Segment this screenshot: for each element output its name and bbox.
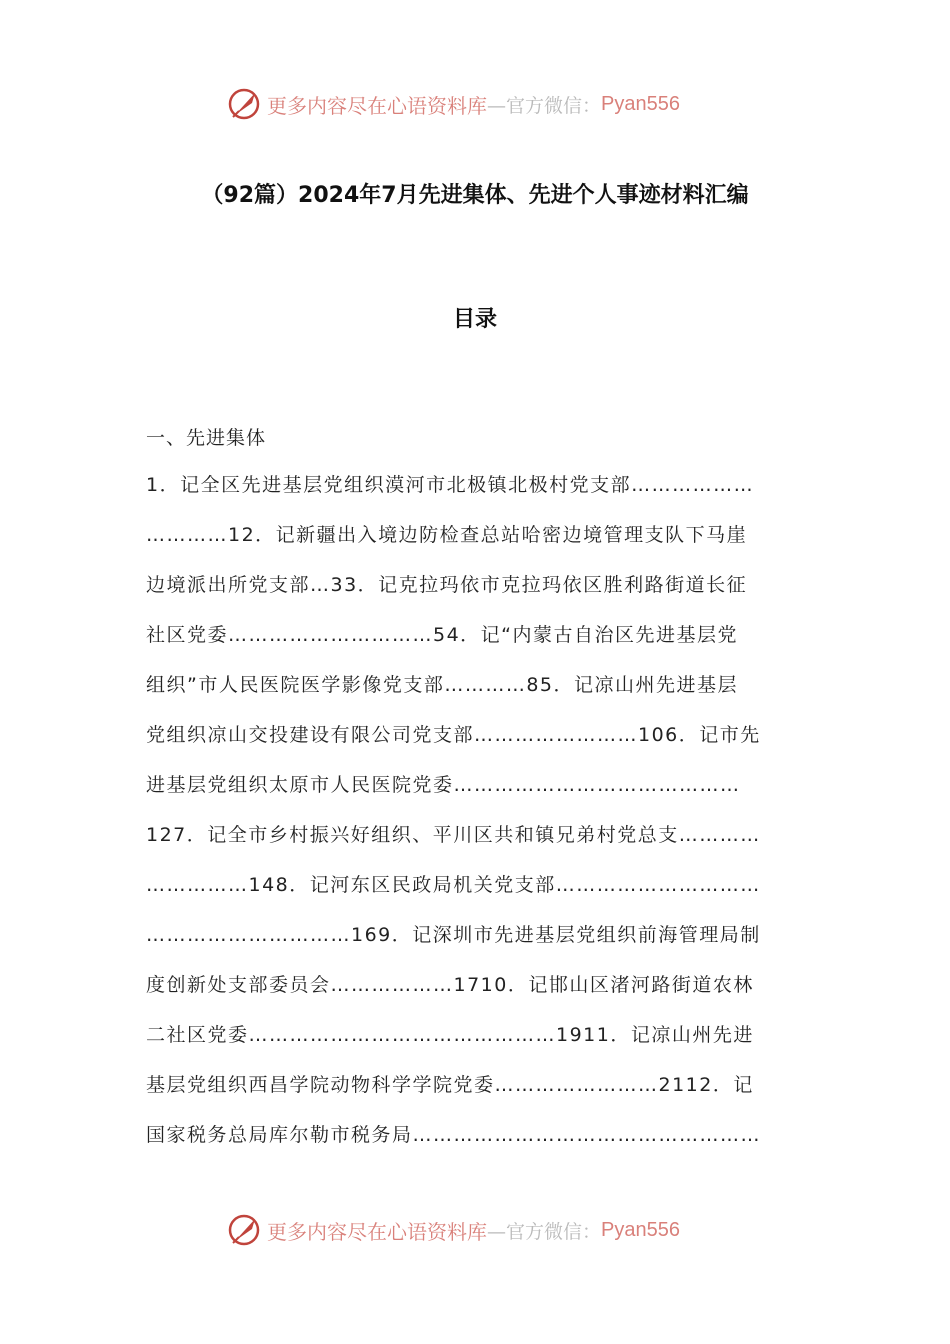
toc-line: 127．记全市乡村振兴好组织、平川区共和镇兄弟村党总支………… [146,824,761,846]
toc-line: …………12．记新疆出入境边防检查总站哈密边境管理支队下马崖 [146,524,748,546]
watermark-banner-bottom [225,1210,680,1250]
watermark-main-text: 更多内容尽在心语资料库 [267,93,487,118]
toc-line: ……………148．记河东区民政局机关党支部………………………… [146,874,761,896]
document-title: （92篇）2024年7月先进集体、先进个人事迹材料汇编 [201,183,749,208]
quill-pen-icon [225,85,263,123]
toc-heading: 目录 [452,307,497,332]
toc-line: 党组织凉山交投建设有限公司党支部……………………106．记市先 [146,724,761,746]
toc-line: 边境派出所党支部…33．记克拉玛依市克拉玛依区胜利路街道长征 [146,574,748,596]
watermark-banner-top [225,84,680,124]
toc-line: 1．记全区先进基层党组织漠河市北极镇北极村党支部……………… [146,474,755,496]
toc-line: 基层党组织西昌学院动物科学学院党委……………………2112．记 [146,1074,754,1096]
watermark-separator-text: —官方微信： [487,94,602,117]
toc-line: 国家税务总局库尔勒市税务局…………………………………………… [146,1124,762,1146]
toc-line: 二社区党委………………………………………1911．记凉山州先进 [146,1024,754,1046]
toc-line: 进基层党组织太原市人民医院党委…………………………………… [146,774,741,796]
toc-line: 度创新处支部委员会………………1710．记邯山区渚河路街道农林 [146,974,754,996]
toc-line: 社区党委…………………………54．记“内蒙古自治区先进基层党 [146,624,739,646]
watermark-separator-text: —官方微信： [487,1220,602,1243]
section-label: 一、先进集体 [146,427,267,449]
toc-line: …………………………169．记深圳市先进基层党组织前海管理局制 [146,924,761,946]
quill-pen-icon [225,1211,263,1249]
toc-line: 组织”市人民医院医学影像党支部…………85．记凉山州先进基层 [146,674,739,696]
toc-list [146,472,806,1172]
watermark-wechat-id: Pyan556 [601,92,680,115]
watermark-main-text: 更多内容尽在心语资料库 [267,1219,487,1244]
watermark-wechat-id: Pyan556 [601,1218,680,1241]
